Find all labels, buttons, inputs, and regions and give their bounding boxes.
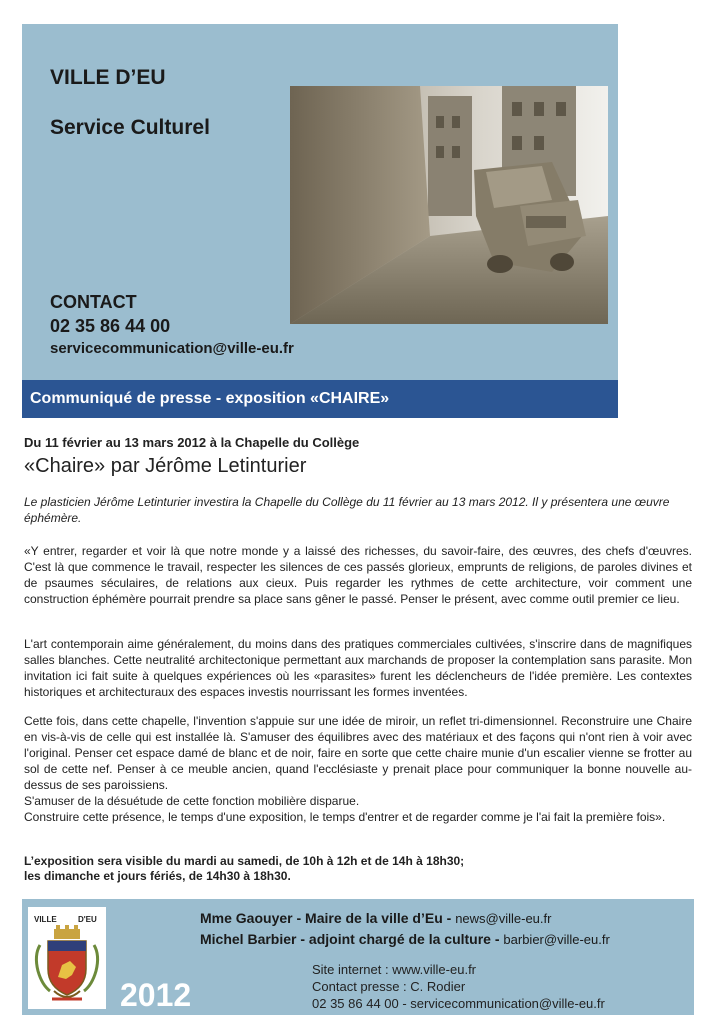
contact-label: CONTACT: [50, 292, 137, 312]
opening-hours-weekend: les dimanche et jours fériés, de 14h30 à 18h30.: [24, 869, 291, 883]
deputy-name: Michel Barbier - adjoint chargé de la culture -: [200, 931, 504, 947]
website-line[interactable]: Site internet : www.ville-eu.fr: [312, 962, 477, 977]
mayor-name: Mme Gaouyer - Maire de la ville d’Eu -: [200, 910, 456, 926]
footer-panel: [22, 899, 694, 1015]
crest-label-right: D'EU: [78, 915, 97, 924]
deputy-line: [200, 931, 610, 947]
header-panel: [22, 24, 618, 380]
exhibition-title: «Chaire» par Jérôme Letinturier: [24, 455, 307, 477]
coat-of-arms-icon: [32, 925, 102, 1007]
crest-box: [28, 907, 106, 1009]
crest-label-left: VILLE: [34, 915, 57, 924]
body-paragraph: L'art contemporain aime généralement, du moins dans des pratiques commerciales cultivées, s'inscrire dans de magnifiques salles blanches. Cette neutralité architectonique permettant aux marchands de proposer la contemplation sans parasite. Mon invitation ici fait suite à quelques expériences où les «parasites» furent les déclencheurs de l'idée première. Les contextes historiques et architecturaux des espaces investis nourrissant les formes inventées.: [24, 637, 692, 699]
body-paragraph: «Y entrer, regarder et voir là que notre monde y a laissé des richesses, du savoir-faire, des œuvres, des chefs d'œuvres. C'est là que commence le travail, respecter les silences de ces passés glorieux, emprunts de religions, de paroles divines et de psaumes séculaires, de relations aux cieux. Puis regarder les rythmes de cette architecture, voir comment une construction éphémère pourrait prendre sa place sans gêner le passé. Penser le présent, avec comme outil premier ce lieu.: [24, 544, 692, 606]
sculpture-truck-photo: [290, 86, 608, 324]
year: 2012: [120, 977, 192, 1013]
hero-photo: [290, 86, 608, 324]
intro-paragraph: Le plasticien Jérôme Letinturier investira la Chapelle du Collège du 11 février au 13 mars 2012. Il y présentera une œuvre éphémère.: [24, 495, 670, 525]
mayor-line: [200, 910, 551, 926]
press-release-bar: [22, 380, 618, 418]
body-paragraph: Cette fois, dans cette chapelle, l'invention s'appuie sur une idée de miroir, un reflet tri-dimensionnel. Reconstruire une Chaire en vis-à-vis de celle qui est installée là. S'amuser des équilibres avec des matériaux et des façons qui n'ont rien à voir avec l'original. Penser cet espace damé de blanc et de noir, faire en sorte que cette chaire munie d'un escalier vienne se frotter au sol de cette nef. Penser à ce meuble ancien, quand l'ecclésiaste y prenait place pour communiquer la bonne nouvelle au-dessus de ses paroissiens. S'amuser de la désuétude de cette fonction mobilière disparue. Construire cette présence, le temps d'une exposition, le temps d'entrer et de regarder comme je l'ai fait la première fois».: [24, 714, 692, 824]
mayor-email[interactable]: news@ville-eu.fr: [455, 911, 552, 926]
press-release-label: Communiqué de presse - exposition «CHAIRE»: [30, 390, 390, 407]
exhibition-dates: Du 11 février au 13 mars 2012 à la Chapelle du Collège: [24, 435, 360, 450]
contact-email[interactable]: servicecommunication@ville-eu.fr: [50, 340, 294, 357]
org-name: VILLE D’EU: [50, 66, 166, 89]
deputy-email[interactable]: barbier@ville-eu.fr: [503, 932, 610, 947]
opening-hours-weekdays: L’exposition sera visible du mardi au samedi, de 10h à 12h et de 14h à 18h30;: [24, 854, 465, 868]
phone-email-line[interactable]: 02 35 86 44 00 - servicecommunication@ville-eu.fr: [312, 996, 605, 1011]
service-name: Service Culturel: [50, 116, 210, 139]
opening-hours: [24, 854, 464, 884]
press-contact-line: Contact presse : C. Rodier: [312, 979, 466, 994]
contact-phone: 02 35 86 44 00: [50, 316, 171, 336]
